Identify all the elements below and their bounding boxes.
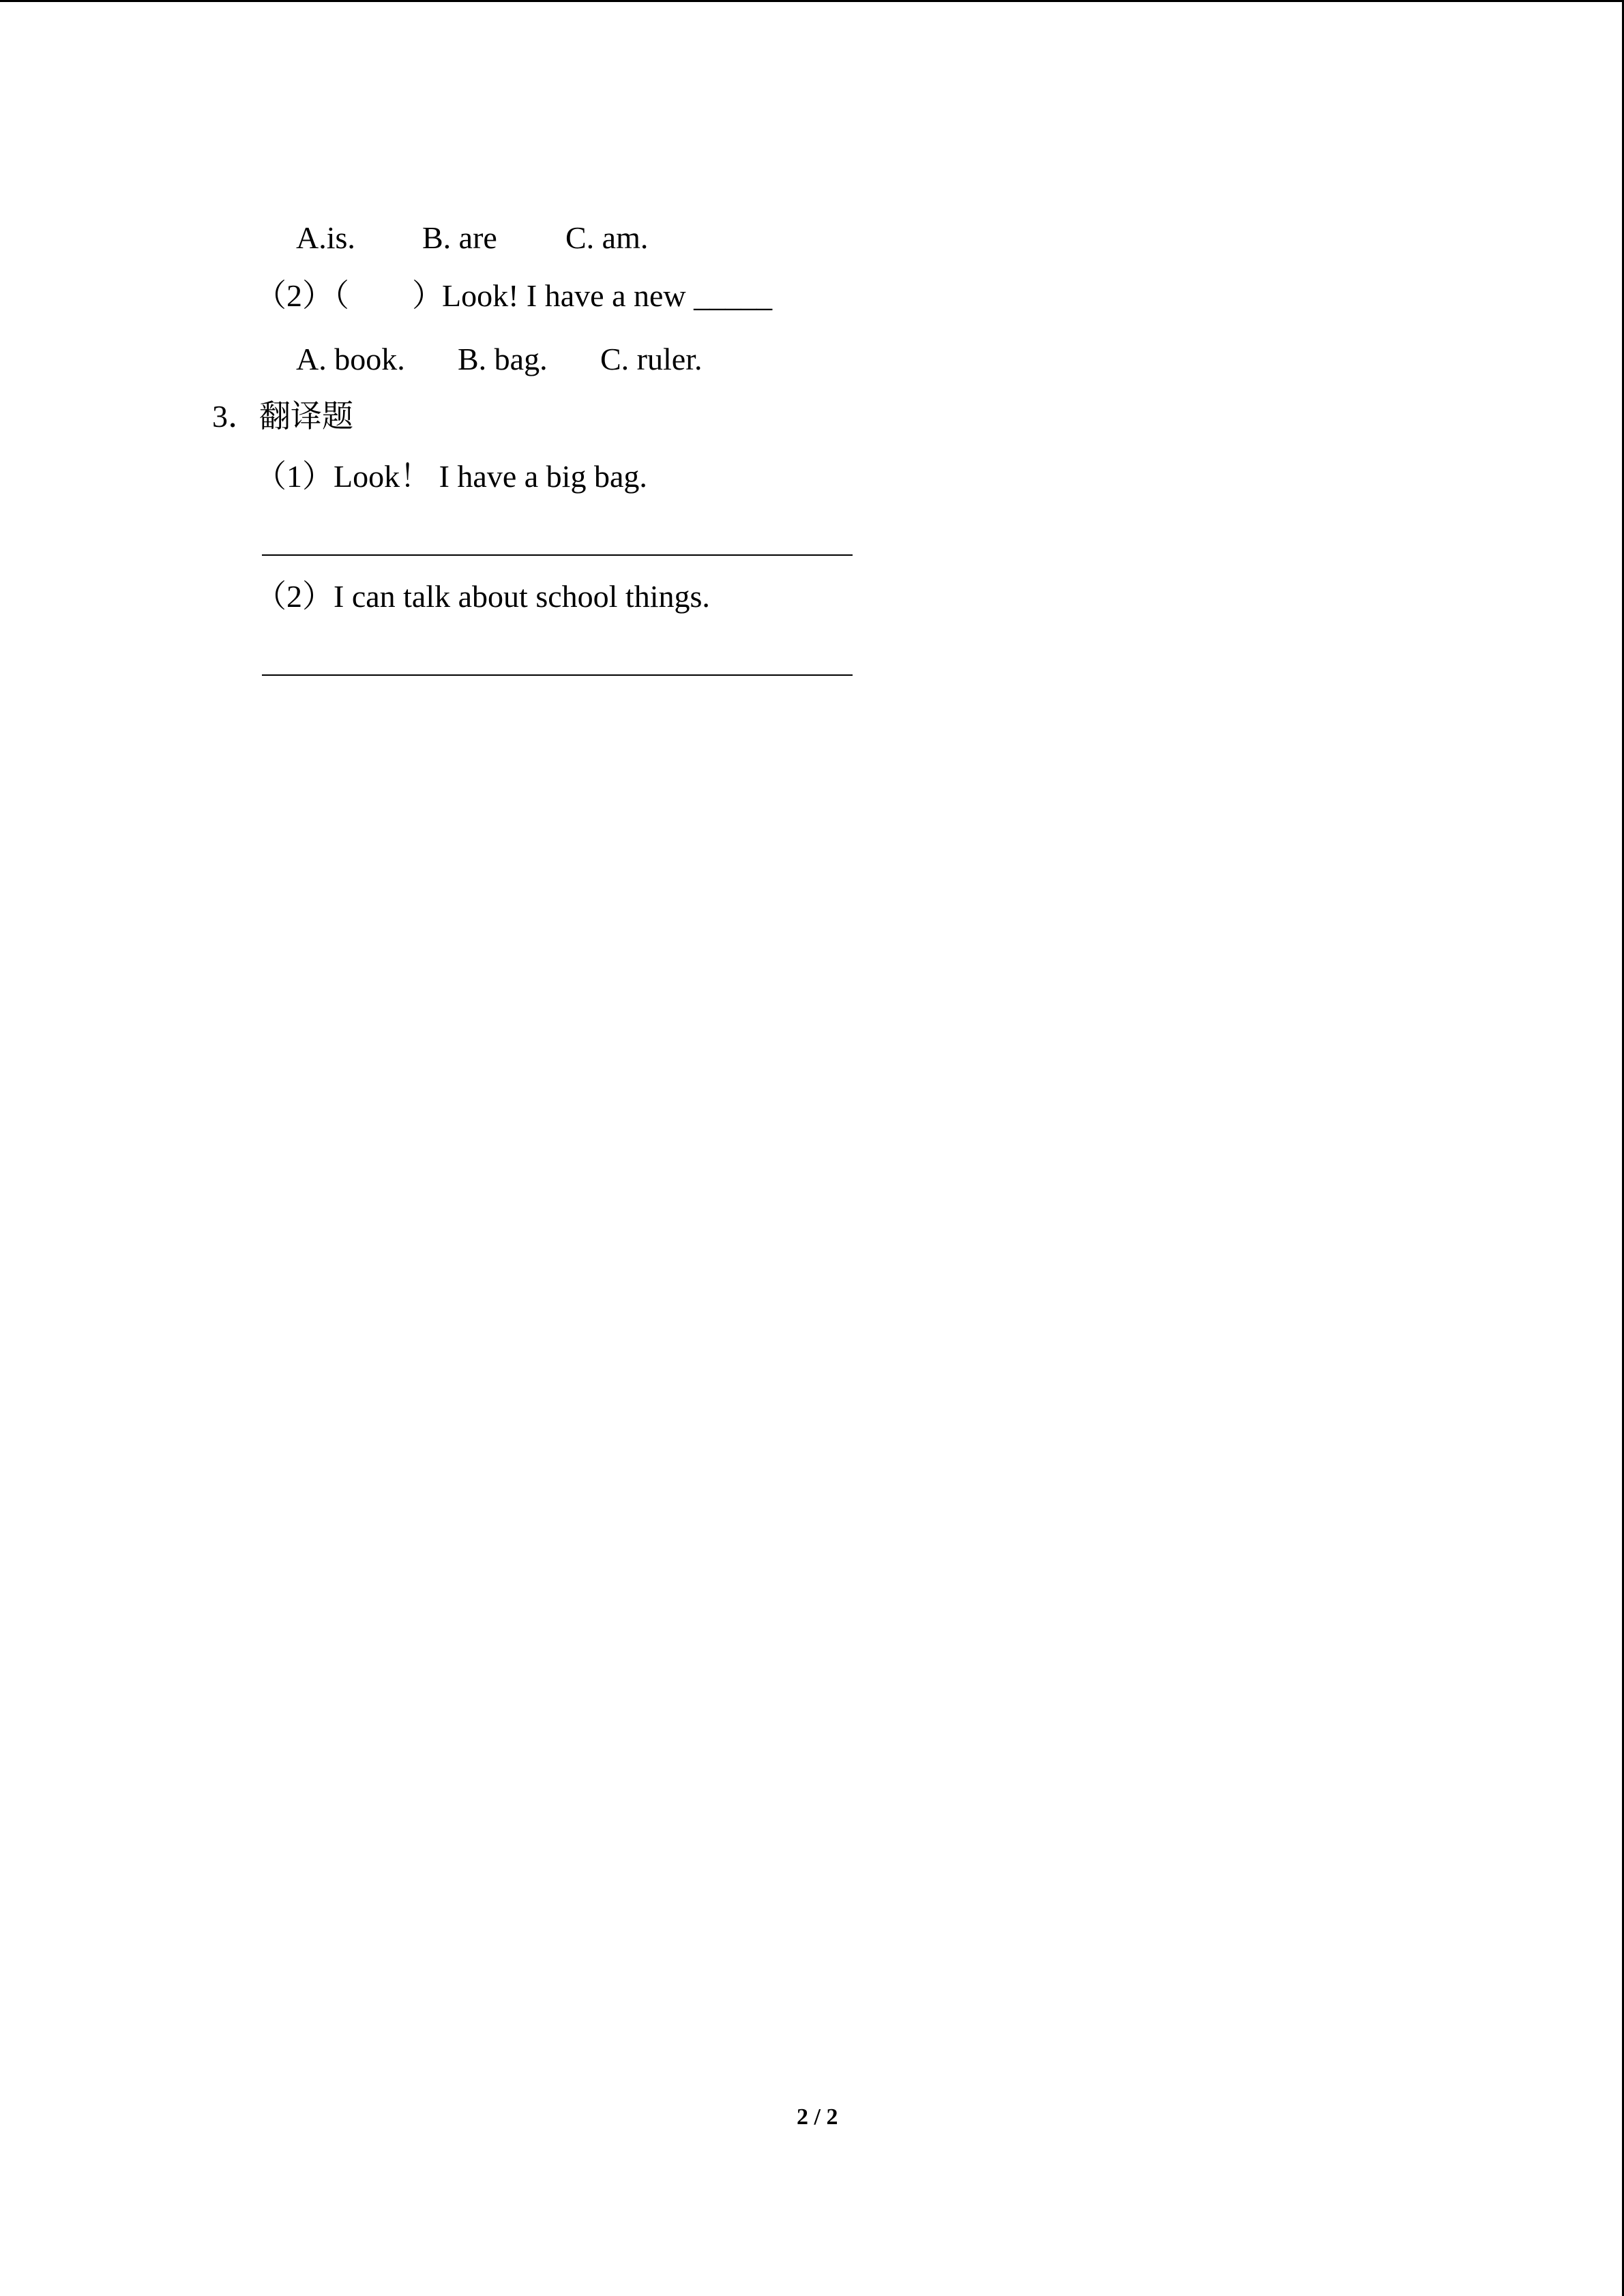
option-a: A.is. — [296, 220, 355, 255]
option-c: C. am. — [565, 220, 649, 255]
section-3-heading: 3．翻译题 — [212, 399, 353, 434]
page-number: 2 / 2 — [797, 2104, 838, 2130]
question-2-number: （2）（ — [255, 278, 349, 313]
option-a: A. book. — [296, 342, 405, 376]
question-2-blank-close: ） — [412, 278, 443, 313]
question-2-stem: Look! I have a new _____ — [442, 278, 773, 313]
answer-line-1 — [262, 554, 853, 556]
answer-line-2 — [262, 674, 853, 676]
translation-item-2: （2）I can talk about school things. — [255, 579, 710, 614]
option-c: C. ruler. — [600, 342, 703, 376]
translation-item-1: （1）Look！ I have a big bag. — [255, 459, 647, 494]
top-border — [0, 0, 1624, 2]
option-b: B. bag. — [458, 342, 548, 376]
option-b: B. are — [422, 220, 497, 255]
